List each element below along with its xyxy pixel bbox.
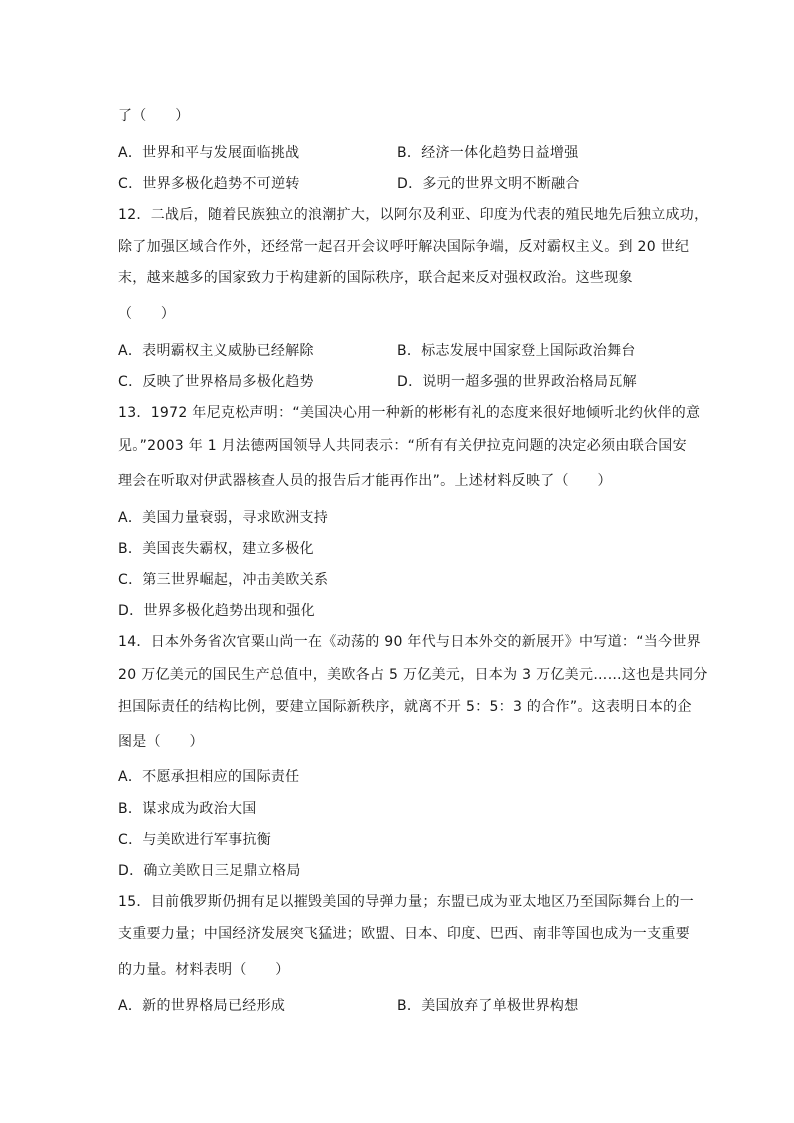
q12-option-d[interactable]: D．说明一超多强的世界政治格局瓦解 [397, 374, 637, 390]
q12-stem-line-1: 12．二战后，随着民族独立的浪潮扩大，以阿尔及利亚、印度为代表的殖民地先后独立成功， [118, 207, 709, 223]
q11-option-c[interactable]: C．世界多极化趋势不可逆转 [118, 176, 300, 192]
q15-stem-line-3: 的力量。材料表明（ ） [118, 962, 290, 978]
q15-stem-line-2: 支重要力量；中国经济发展突飞猛进；欧盟、日本、印度、巴西、南非等国也成为一支重要 [118, 926, 690, 942]
q13-stem-line-3: 理会在听取对伊武器核查人员的报告后才能再作出”。上述材料反映了（ ） [118, 473, 612, 489]
q14-option-c[interactable]: C．与美欧进行军事抗衡 [118, 832, 272, 848]
q12-stem-line-4: （ ） [118, 306, 176, 322]
q11-stem-tail: 了（ ） [118, 108, 190, 124]
q14-stem-line-4: 图是（ ） [118, 734, 204, 750]
q14-option-d[interactable]: D．确立美欧日三足鼎立格局 [118, 863, 301, 879]
q15-option-a[interactable]: A．新的世界格局已经形成 [118, 998, 286, 1014]
q12-stem-line-3: 末，越来越多的国家致力于构建新的国际秩序，联合起来反对强权政治。这些现象 [118, 270, 633, 286]
q13-option-c[interactable]: C．第三世界崛起，冲击美欧关系 [118, 572, 329, 588]
q13-stem-line-2: 见。”2003 年 1 月法德两国领导人共同表示：“所有有关伊拉克问题的决定必须由联合国安 [118, 438, 687, 454]
q14-option-a[interactable]: A．不愿承担相应的国际责任 [118, 769, 300, 785]
q11-option-b[interactable]: B．经济一体化趋势日益增强 [397, 145, 579, 161]
q12-option-c[interactable]: C．反映了世界格局多极化趋势 [118, 374, 314, 390]
q15-option-b[interactable]: B．美国放弃了单极世界构想 [397, 998, 579, 1014]
q13-option-b[interactable]: B．美国丧失霸权，建立多极化 [118, 541, 314, 557]
q13-stem-line-1: 13．1972 年尼克松声明：“美国决心用一种新的彬彬有礼的态度来很好地倾听北约伙伴的意 [118, 405, 701, 421]
q14-stem-line-3: 担国际责任的结构比例，要建立国际新秩序，就离不开 5：5：3 的合作”。这表明日本的企 [118, 699, 692, 715]
q15-stem-line-1: 15．目前俄罗斯仍拥有足以摧毁美国的导弹力量；东盟已成为亚太地区乃至国际舞台上的一 [118, 894, 695, 910]
q11-option-a[interactable]: A．世界和平与发展面临挑战 [118, 145, 300, 161]
q12-option-b[interactable]: B．标志发展中国家登上国际政治舞台 [397, 343, 636, 359]
q14-option-b[interactable]: B．谋求成为政治大国 [118, 801, 257, 817]
q13-option-a[interactable]: A．美国力量衰弱，寻求欧洲支持 [118, 510, 329, 526]
q11-option-d[interactable]: D．多元的世界文明不断融合 [397, 176, 580, 192]
q12-stem-line-2: 除了加强区域合作外，还经常一起召开会议呼吁解决国际争端，反对霸权主义。到 20 世纪 [118, 239, 690, 255]
q14-stem-line-1: 14．日本外务省次官粟山尚一在《动荡的 90 年代与日本外交的新展开》中写道：“当今世界 [118, 634, 701, 650]
q13-option-d[interactable]: D．世界多极化趋势出现和强化 [118, 603, 315, 619]
q12-option-a[interactable]: A．表明霸权主义威胁已经解除 [118, 343, 314, 359]
q14-stem-line-2: 20 万亿美元的国民生产总值中，美欧各占 5 万亿美元，日本为 3 万亿美元……这也是共同分 [118, 667, 708, 683]
